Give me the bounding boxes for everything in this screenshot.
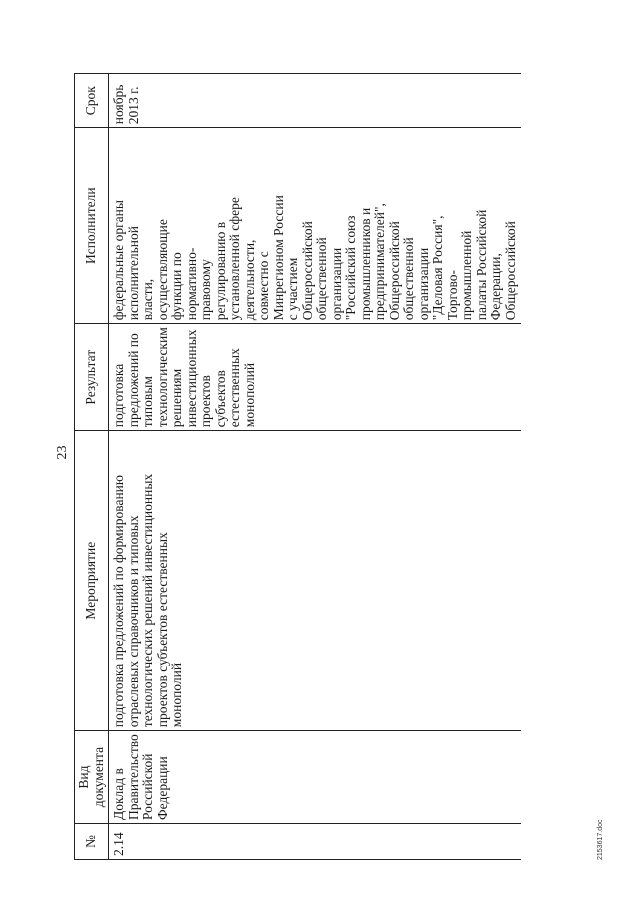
row-term: ноябрь 2013 г. [111,84,141,125]
cell-activity [109,431,522,731]
row-number: 2.14 [111,832,126,856]
row-doc-type: Доклад в Правительство Российской Федерации [111,734,170,820]
measures-table [74,73,521,860]
header-term: Срок [75,74,109,128]
table-row [109,74,522,860]
document-page [50,45,604,860]
cell-result [109,324,522,431]
cell-term [109,74,522,128]
header-num: № [75,824,109,860]
cell-num [109,824,522,860]
footer-file-code: 2153617.doc [597,819,604,860]
header-activity: Мероприятие [75,431,109,731]
cell-doc-type [109,731,522,824]
page-number: 23 [55,445,70,460]
cell-executors [109,128,522,324]
row-executors: федеральные органы исполнительной власти, осуществляющие функции по нормативно- правовому регулированию в установленной сфере деятельности, совместно с Минрегионом России с участием Общероссийской общественной организации "Российский союз промышленников и предпринимателей", Общероссийской общественной организации "Деловая Россия", Торгово- промышленной палаты Российской Федерации, Общероссийской [111,195,518,321]
row-activity: подготовка предложений по формированию отраслевых справочников и типовых технологических решений инвестиционных проектов субъектов естественных монополий [111,473,184,728]
header-executors: Исполнители [75,128,109,324]
table-header-row [75,74,109,860]
row-result: подготовка предложений по типовым технологическим решениям инвестиционных проектов субъектов естественных монополий [111,327,257,428]
header-doc-type: Вид документа [75,731,109,824]
header-result: Результат [75,324,109,431]
